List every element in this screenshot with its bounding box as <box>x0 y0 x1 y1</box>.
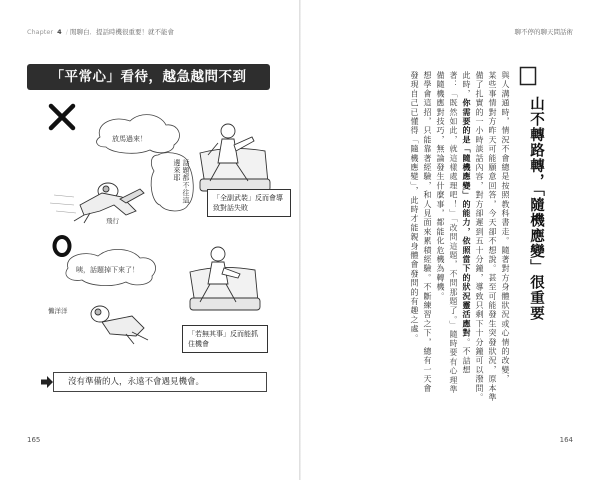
right-arrow-icon <box>40 375 54 389</box>
body-text: 此時， <box>462 71 471 99</box>
left-page-number: 165 <box>27 436 41 444</box>
heading-marker-icon <box>519 66 537 86</box>
label-lazy: 懶洋洋 <box>48 307 68 315</box>
body-paragraph <box>408 63 421 423</box>
body-text: 著：「既然如此，就這樣處理吧！」「改問這題，不問那題了。」隨時要有心理準 <box>449 71 458 395</box>
body-text: 備了扎實的一小時談話內容，對方卻遲到五十分鐘，導致只剩下十分鐘可以潑問。 <box>475 71 484 403</box>
body-paragraph <box>447 63 460 423</box>
right-running-head: 聊不停的聊天問話術 <box>514 28 573 36</box>
body-text: 某些事情對方昨天可能願意回答，今天卻不想說。甚至可能發生突發狀況，原本準 <box>488 71 497 403</box>
conclusion-box: 沒有準備的人，永遠不會遇見機會。 <box>53 372 267 392</box>
chapter-number: 4 <box>57 28 62 36</box>
section-title: 閒聊白．提話時機很重要！就不能會 <box>69 28 174 36</box>
label-flying: 飛行 <box>106 217 119 225</box>
bubble-topic-falling-text: 咦，話題掉下來了！ <box>76 266 139 274</box>
body-text: 備隨機應對技巧，無論發生什麼事，都能化危機為轉機。 <box>436 71 445 301</box>
body-paragraph <box>434 63 447 423</box>
bubble-challenge-text: 放馬過來！ <box>112 135 147 143</box>
good-example-illustration <box>40 232 280 348</box>
body-text: 想學會這招，只能靠著經驗，和人見面來累積經驗。不斷練習之下，總有一天會 <box>423 71 432 393</box>
chapter-label: Chapter <box>27 28 53 36</box>
section-banner-title: 「平常心」看待，越急越問不到 <box>27 64 270 90</box>
good-example-note: 「若無其事」反而能抓住機會 <box>182 325 268 353</box>
bad-example-note: 「全副武裝」反而會導致對話失敗 <box>207 189 291 217</box>
body-paragraph <box>421 63 434 423</box>
body-paragraph <box>460 63 473 423</box>
bubble-topic-missing-text: 話題都不往這邊來耶 <box>173 159 190 204</box>
right-page-number: 164 <box>559 436 573 444</box>
emphasis-text: 你需要的是「隨機應變」的能力，依照當下的狀況靈活應對 <box>462 98 471 338</box>
left-running-head: Chapter 4 / 閒聊白．提話時機很重要！就不能會 <box>27 28 174 36</box>
article-heading: 山不轉路轉，「隨機應變」很重要 <box>528 96 544 322</box>
body-text: 發現自己已懂得「隨機應變」，此時才能親身體會發問的有趣之處。 <box>410 71 419 343</box>
bad-example-illustration <box>40 93 283 225</box>
body-text: 與人溝通時，情況不會總是按照教科書走。隨著對方身體狀況或心情的改變， <box>501 71 510 384</box>
body-paragraph <box>486 63 499 423</box>
body-paragraph <box>473 63 486 423</box>
article-body <box>302 63 512 423</box>
body-paragraph <box>499 63 512 423</box>
body-text: 。不詰想 <box>462 337 471 375</box>
